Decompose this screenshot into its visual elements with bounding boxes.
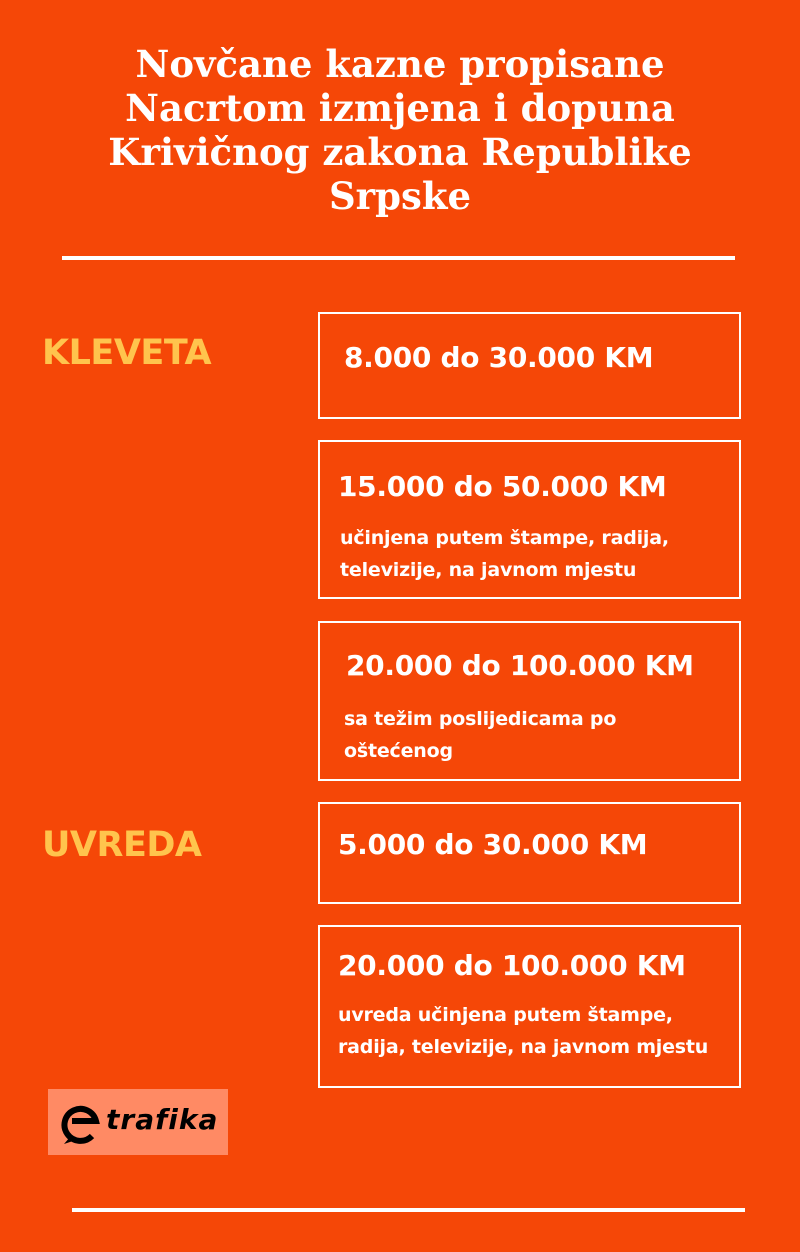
bottom-divider: [72, 1208, 745, 1212]
etrafika-logo-icon: [58, 1100, 104, 1146]
logo-text: trafika: [106, 1103, 219, 1136]
fine-amount: 5.000 do 30.000 KM: [338, 828, 648, 861]
fine-amount: 20.000 do 100.000 KM: [346, 649, 694, 682]
top-divider: [62, 256, 735, 260]
fine-box-uvreda-2: [318, 925, 741, 1088]
etrafika-logo: [48, 1089, 228, 1155]
fine-box-uvreda-1: [318, 802, 741, 904]
fine-box-kleveta-1: [318, 312, 741, 419]
fine-note: uvreda učinjena putem štampe, radija, televizije, na javnom mjestu: [338, 1004, 709, 1058]
fine-amount: 15.000 do 50.000 KM: [338, 470, 667, 503]
fine-amount: 8.000 do 30.000 KM: [344, 341, 654, 374]
fine-box-kleveta-2: [318, 440, 741, 599]
fine-amount: 20.000 do 100.000 KM: [338, 949, 686, 982]
page-title: Novčane kazne propisane Nacrtom izmjena i dopuna Krivičnog zakona Republike Srpske: [108, 42, 692, 218]
fine-note: učinjena putem štampe, radija, televizije, na javnom mjestu: [340, 527, 669, 581]
fine-note: sa težim poslijedicama po oštećenog: [344, 708, 617, 762]
section-label-uvreda: UVREDA: [42, 825, 202, 865]
fine-box-kleveta-3: [318, 621, 741, 781]
section-label-kleveta: KLEVETA: [42, 333, 212, 373]
